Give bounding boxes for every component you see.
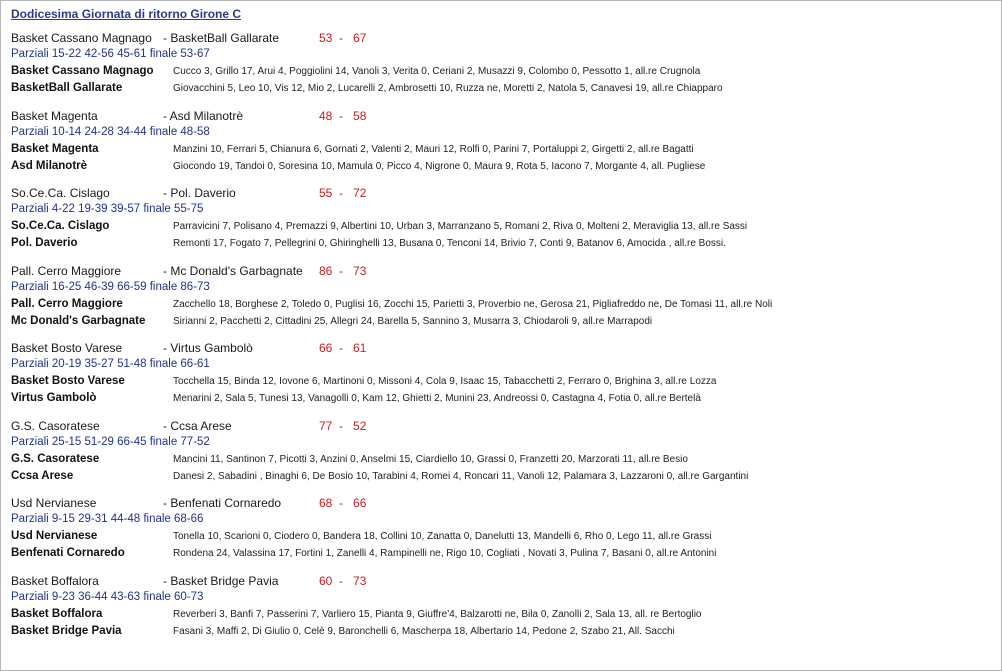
home-lineup-players: Tonella 10, Scarioni 0, Ciodero 0, Bandera 18, Collini 10, Zanatta 0, Danelutti 13, Mandelli 6, Rho 0, Lego 11, all.re Grassi <box>173 531 712 542</box>
away-team-label: Ccsa Arese <box>170 418 232 433</box>
match-block <box>11 341 996 417</box>
away-team-name: - Benfenati Cornaredo <box>163 496 282 510</box>
partial-scores: Parziali 9-23 36-44 43-63 finale 60-73 <box>11 590 204 603</box>
match-block <box>11 574 996 650</box>
final-score: 77 - 52 <box>319 418 367 433</box>
away-score: 66 <box>353 496 367 510</box>
away-team-label: Mc Donald's Garbagnate <box>170 263 303 278</box>
final-score: 68 - 66 <box>319 496 367 510</box>
away-team-label: BasketBall Gallarate <box>170 31 280 45</box>
partial-scores: Parziali 16-25 46-39 66-59 finale 86-73 <box>11 280 210 293</box>
away-lineup-players: Remonti 17, Fogato 7, Pellegrini 0, Ghiringhelli 13, Busana 0, Tenconi 14, Brivio 7, Conti 9, Batanov 6, Amocida , all.re Bossi. <box>173 238 726 249</box>
home-lineup-players: Mancini 11, Santinon 7, Picotti 3, Anzini 0, Anselmi 15, Ciardiello 10, Grassi 0, Franzetti 20, Marzorati 11, all.re Besio <box>173 453 688 465</box>
match-block <box>11 419 996 495</box>
home-score: 55 <box>319 186 333 200</box>
match-block <box>11 496 996 572</box>
away-lineup-team: Virtus Gambolò <box>11 392 97 404</box>
home-lineup-players: Parravicini 7, Polisano 4, Premazzi 9, Albertini 10, Urban 3, Marranzano 5, Romani 2, Riva 0, Molteni 2, Meraviglia 13, all.re Sassi <box>173 221 748 232</box>
away-lineup-team: BasketBall Gallarate <box>11 82 123 94</box>
home-score: 68 <box>319 496 333 510</box>
final-score: 53 - 67 <box>319 31 367 45</box>
away-team-name: - BasketBall Gallarate <box>163 31 280 45</box>
final-score: 60 - 73 <box>319 573 367 588</box>
partial-scores: Parziali 15-22 42-56 45-61 finale 53-67 <box>11 48 210 60</box>
partial-scores: Parziali 20-19 35-27 51-48 finale 66-61 <box>11 358 210 370</box>
home-team-name: Pall. Cerro Maggiore <box>11 263 122 278</box>
away-lineup-team: Asd Milanotrè <box>11 159 88 172</box>
partial-scores: Parziali 10-14 24-28 34-44 finale 48-58 <box>11 125 210 138</box>
partial-scores: Parziali 25-15 51-29 66-45 finale 77-52 <box>11 435 210 448</box>
home-lineup-team: Basket Boffalora <box>11 607 103 620</box>
away-team-name: - Ccsa Arese <box>163 418 232 433</box>
match-block <box>11 31 996 107</box>
away-team-name: - Pol. Daverio <box>163 186 236 200</box>
home-lineup-team: Basket Bosto Varese <box>11 375 125 387</box>
away-score: 61 <box>353 341 367 355</box>
final-score: 55 - 72 <box>319 186 367 200</box>
home-lineup-team: Basket Magenta <box>11 142 99 155</box>
home-score: 86 <box>319 263 333 278</box>
away-team-label: Asd Milanotrè <box>169 108 244 123</box>
match-block <box>11 264 996 340</box>
away-team-name: - Mc Donald's Garbagnate <box>163 263 303 278</box>
home-lineup-players: Zacchello 18, Borghese 2, Toledo 0, Puglisi 16, Zocchi 15, Parietti 3, Proverbio ne, Gerosa 21, Pigliafreddo ne, De Tomasi 11, all.re Noli <box>173 298 773 310</box>
away-team-name: - Basket Bridge Pavia <box>163 573 279 588</box>
away-score: 73 <box>353 263 367 278</box>
partial-scores: Parziali 4-22 19-39 39-57 finale 55-75 <box>11 203 204 215</box>
home-lineup-players: Manzini 10, Ferrari 5, Chianura 6, Gornati 2, Valenti 2, Mauri 12, Rolfi 0, Parini 7, Portaluppi 2, Girgetti 2, all.re Bagatti <box>173 143 694 155</box>
away-lineup-players: Giovacchini 5, Leo 10, Vis 12, Mio 2, Lucarelli 2, Ambrosetti 10, Ruzza ne, Moretti 2, Natola 5, Canavesi 19, all.re Chiapparo <box>173 83 723 94</box>
page-title[interactable]: Dodicesima Giornata di ritorno Girone C <box>11 7 242 21</box>
away-lineup-team: Ccsa Arese <box>11 469 74 482</box>
match-block <box>11 109 996 185</box>
home-score: 66 <box>319 341 333 355</box>
away-lineup-players: Menarini 2, Sala 5, Tunesi 13, Vanagolli 0, Kam 12, Ghietti 2, Munini 23, Andreossi 0, Castagna 4, Fotia 0, all.re Bertelà <box>173 393 701 404</box>
away-team-label: Basket Bridge Pavia <box>170 573 279 588</box>
home-lineup-players: Reverberi 3, Banfi 7, Passerini 7, Varliero 15, Pianta 9, Giuffre'4, Balzarotti ne, Bila 0, Zanolli 2, Sala 13, all. re Bertoglio <box>173 608 702 620</box>
home-team-name: Usd Nervianese <box>11 496 97 510</box>
partial-scores: Parziali 9-15 29-31 44-48 finale 68-66 <box>11 513 204 525</box>
home-lineup-team: G.S. Casoratese <box>11 452 100 465</box>
away-score: 67 <box>353 31 367 45</box>
final-score: 48 - 58 <box>319 108 367 123</box>
home-score: 77 <box>319 418 333 433</box>
away-team-name: - Virtus Gambolò <box>163 341 253 355</box>
home-team-name: Basket Boffalora <box>11 573 99 588</box>
home-team-name: Basket Bosto Varese <box>11 341 123 355</box>
match-block <box>11 186 996 262</box>
away-team-label: Benfenati Cornaredo <box>170 496 282 510</box>
home-team-name: Basket Magenta <box>11 108 98 123</box>
away-lineup-team: Basket Bridge Pavia <box>11 624 122 637</box>
away-lineup-players: Sirianni 2, Pacchetti 2, Cittadini 25, Allegri 24, Barella 5, Sannino 3, Musarra 3, Chiodaroli 9, all.re Marrapodi <box>173 315 653 327</box>
home-lineup-team: Usd Nervianese <box>11 530 98 542</box>
home-lineup-players: Cucco 3, Grillo 17, Arui 4, Poggiolini 14, Vanoli 3, Verita 0, Ceriani 2, Musazzi 9, Colombo 0, Pessotto 1, all.re Crugnola <box>173 66 701 77</box>
away-team-label: Pol. Daverio <box>170 186 236 200</box>
away-team-label: Virtus Gambolò <box>170 341 253 355</box>
home-lineup-team: Pall. Cerro Maggiore <box>11 297 123 310</box>
home-lineup-team: Basket Cassano Magnago <box>11 65 154 77</box>
away-lineup-team: Pol. Daverio <box>11 237 78 249</box>
final-score: 86 - 73 <box>319 263 367 278</box>
home-team-name: So.Ce.Ca. Cislago <box>11 186 110 200</box>
home-score: 53 <box>319 31 333 45</box>
home-lineup-team: So.Ce.Ca. Cislago <box>11 220 110 232</box>
away-score: 58 <box>353 108 367 123</box>
away-lineup-players: Rondena 24, Valassina 17, Fortini 1, Zanelli 4, Rampinelli ne, Rigo 10, Cogliati , Novati 3, Pulina 7, Basani 0, all.re Antonini <box>173 548 717 559</box>
away-score: 72 <box>353 186 367 200</box>
final-score: 66 - 61 <box>319 341 367 355</box>
away-lineup-players: Fasani 3, Maffi 2, Di Giulio 0, Celè 9, Baronchelli 6, Mascherpa 18, Albertario 14, Pedone 2, Szabo 21, All. Sacchi <box>173 625 675 637</box>
away-lineup-players: Danesi 2, Sabadini , Binaghi 6, De Bosio 10, Tarabini 4, Romei 4, Roncari 11, Vanoli 12, Palamara 3, Lazzaroni 0, all.re Gargantini <box>173 470 749 482</box>
away-team-name: - Asd Milanotrè <box>163 108 244 123</box>
home-team-name: G.S. Casoratese <box>11 418 100 433</box>
away-lineup-team: Mc Donald's Garbagnate <box>11 314 146 327</box>
home-team-name: Basket Cassano Magnago <box>11 31 152 45</box>
away-lineup-team: Benfenati Cornaredo <box>11 547 125 559</box>
home-score: 60 <box>319 573 333 588</box>
home-lineup-players: Tocchella 15, Binda 12, Iovone 6, Martinoni 0, Missoni 4, Cola 9, Isaac 15, Tabacchetti 2, Ferraro 0, Brighina 3, all.re Lozza <box>173 376 717 387</box>
home-score: 48 <box>319 108 333 123</box>
away-score: 52 <box>353 418 367 433</box>
away-lineup-players: Giocondo 19, Tandoi 0, Soresina 10, Mamula 0, Picco 4, Nigrone 0, Maura 9, Rota 5, Iacono 7, Morgante 4, all. Pugliese <box>173 160 706 172</box>
away-score: 73 <box>353 573 367 588</box>
